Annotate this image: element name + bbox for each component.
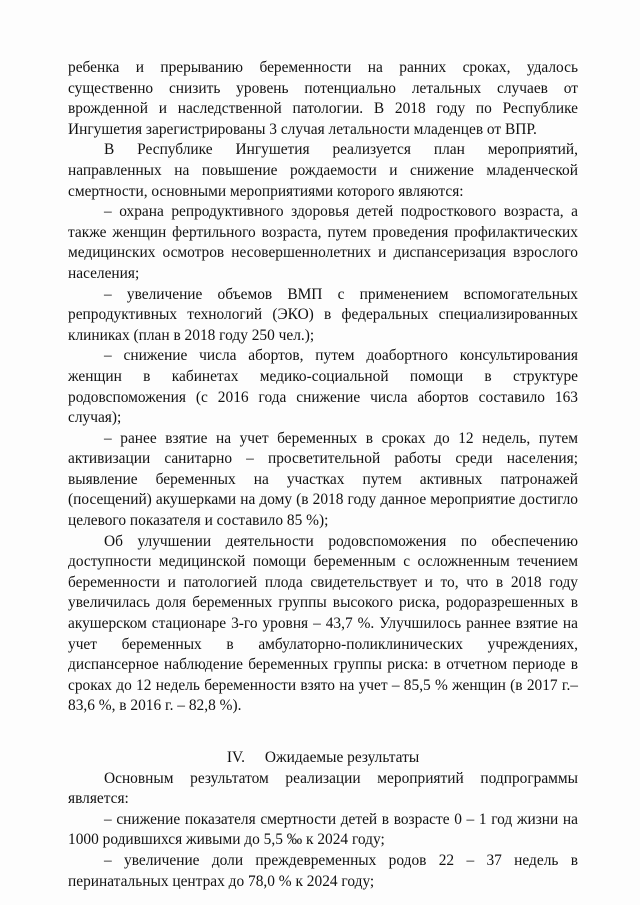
paragraph-action-plan: В Республике Ингушетия реализуется план мероприятий, направленных на повышение рождаемости и снижение младенческой смертности, основными мероприятиями которого являются: [68, 141, 578, 200]
section-number: IV. [226, 749, 245, 766]
list-item-infant-mortality: – снижение показателя смертности детей в возрасте 0 – 1 год жизни на 1000 родившихся живыми до 5,5 ‰ к 2024 году; [68, 810, 578, 849]
document-body [68, 58, 578, 892]
paragraph-vpr-lethality: ребенка и прерыванию беременности на ранних сроках, удалось существенно снизить уровень потенциально летальных случаев от врожденной и наследственной патологии. В 2018 году по Республике Ингушетия зарегистрированы 3 случая летальности младенцев от ВПР. [68, 59, 578, 138]
list-item-vmp-eco: – увеличение объемов ВМП с применением вспомогательных репродуктивных технологий (ЭКО) в федеральных специализированных клиниках (план в 2018 году 250 чел.); [68, 285, 578, 344]
paragraph-main-result: Основным результатом реализации мероприятий подпрограммы является: [68, 769, 578, 808]
section-heading [68, 748, 578, 769]
list-item-early-registration: – ранее взятие на учет беременных в сроках до 12 недель, путем активизации санитарно – просветительной работы среди населения; выявление беременных на участках путем активных патронажей (посещений) акушерками на дому (в 2018 году данное мероприятие достигло целевого показателя и составило 85 %); [68, 429, 578, 530]
section-spacer [68, 717, 578, 748]
list-item-premature-births: – увеличение доли преждевременных родов 22 – 37 недель в перинатальных центрах до 78,0 % к 2024 году; [68, 851, 578, 890]
section-title: Ожидаемые результаты [264, 749, 420, 766]
list-item-reproductive-health: – охрана репродуктивного здоровья детей подросткового возраста, а также женщин фертильного возраста, путем проведения профилактических медицинских осмотров несовершеннолетних и диспансеризация взрослого населения; [68, 203, 578, 282]
paragraph-obstetric-improvement: Об улучшении деятельности родовспоможения по обеспечению доступности медицинской помощи беременным с осложненным течением беременности и патологией плода свидетельствует и то, что в 2018 году увеличилась доля беременных группы высокого риска, родоразрешенных в акушерском стационаре 3-го уровня – 43,7 %. Улучшилось раннее взятие на учет беременных в амбулаторно-поликлинических учреждениях, диспансерное наблюдение беременных группы риска: в отчетном периоде в сроках до 12 недель беременности взято на учет – 85,5 % женщин (в 2017 г.– 83,6 %, в 2016 г. – 82,8 %). [68, 532, 578, 715]
list-item-abortions: – снижение числа абортов, путем доабортного консультирования женщин в кабинетах медико-социальной помощи в структуре родовспоможения (с 2016 года снижение числа абортов составило 163 случая); [68, 347, 578, 427]
